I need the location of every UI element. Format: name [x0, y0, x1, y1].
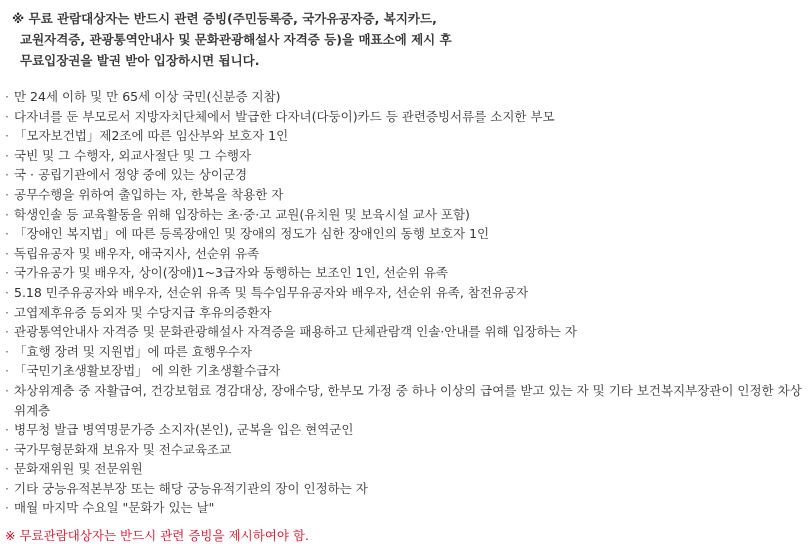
- list-item: · 「장애인 복지법」에 따른 등록장애인 및 장애의 정도가 심한 장애인의 동행 보호자 1인: [5, 224, 805, 244]
- free-admission-notice: [12, 8, 802, 71]
- list-item: · 「국민기초생활보장법」 에 의한 기초생활수급자: [5, 361, 805, 381]
- list-item: · 독립유공자 및 배우자, 애국지사, 선순위 유족: [5, 244, 805, 264]
- list-item: · 국가무형문화재 보유자 및 전수교육조교: [5, 440, 805, 460]
- list-item: · 국빈 및 그 수행자, 외교사절단 및 그 수행자: [5, 146, 805, 166]
- list-item: · 병무청 발급 병역명문가증 소지자(본인), 군복을 입은 현역군인: [5, 420, 805, 440]
- list-item: · 차상위계층 중 자활급여, 건강보험료 경감대상, 장애수당, 한부모 가정 중 하나 이상의 급여를 받고 있는 자 및 기타 보건복지부장관이 인정한 차상위계층: [5, 381, 805, 420]
- list-item: · 「효행 장려 및 지원법」에 따른 효행우수자: [5, 342, 805, 362]
- list-item: · 문화재위원 및 전문위원: [5, 459, 805, 479]
- list-item: · 고엽제후유증 등외자 및 수당지급 후유의증환자: [5, 303, 805, 323]
- list-item: · 공무수행을 위하여 출입하는 자, 한복을 착용한 자: [5, 185, 805, 205]
- notice-line-1: ※ 무료 관람대상자는 반드시 관련 증빙(주민등록증, 국가유공자증, 복지카드,: [12, 11, 437, 26]
- footnote-warning: ※ 무료관람대상자는 반드시 관련 증빙을 제시하여야 함.: [5, 528, 309, 543]
- list-item: · 기타 궁능유적본부장 또는 해당 궁능유적기관의 장이 인정하는 자: [5, 479, 805, 499]
- list-item: · 학생인솔 등 교육활동을 위해 입장하는 초·중·고 교원(유치원 및 보육시설 교사 포함): [5, 205, 805, 225]
- list-item: · 만 24세 이하 및 만 65세 이상 국민(신분증 지참): [5, 87, 805, 107]
- notice-line-2: 교원자격증, 관광통역안내사 및 문화관광해설사 자격증 등)을 매표소에 제시 후: [20, 32, 452, 47]
- list-item: · 관광통역안내사 자격증 및 문화관광해설사 자격증을 패용하고 단체관람객 인솔·안내를 위해 입장하는 자: [5, 322, 805, 342]
- list-item: · 매월 마지막 수요일 "문화가 있는 날": [5, 498, 805, 518]
- list-item: · 「모자보건법」제2조에 따른 임산부와 보호자 1인: [5, 126, 805, 146]
- eligible-list: [5, 87, 805, 518]
- notice-line-3: 무료입장권을 발권 받아 입장하시면 됩니다.: [20, 53, 260, 68]
- list-item: · 국 · 공립기관에서 정양 중에 있는 상이군경: [5, 165, 805, 185]
- list-item: · 국가유공가 및 배우자, 상이(장애)1~3급자와 동행하는 보조인 1인, 선순위 유족: [5, 263, 805, 283]
- list-item: · 5.18 민주유공자와 배우자, 선순위 유족 및 특수임무유공자와 배우자, 선순위 유족, 참전유공자: [5, 283, 805, 303]
- list-item: · 다자녀를 둔 부모로서 지방자치단체에서 발급한 다자녀(다둥이)카드 등 관련증빙서류를 소지한 부모: [5, 107, 805, 127]
